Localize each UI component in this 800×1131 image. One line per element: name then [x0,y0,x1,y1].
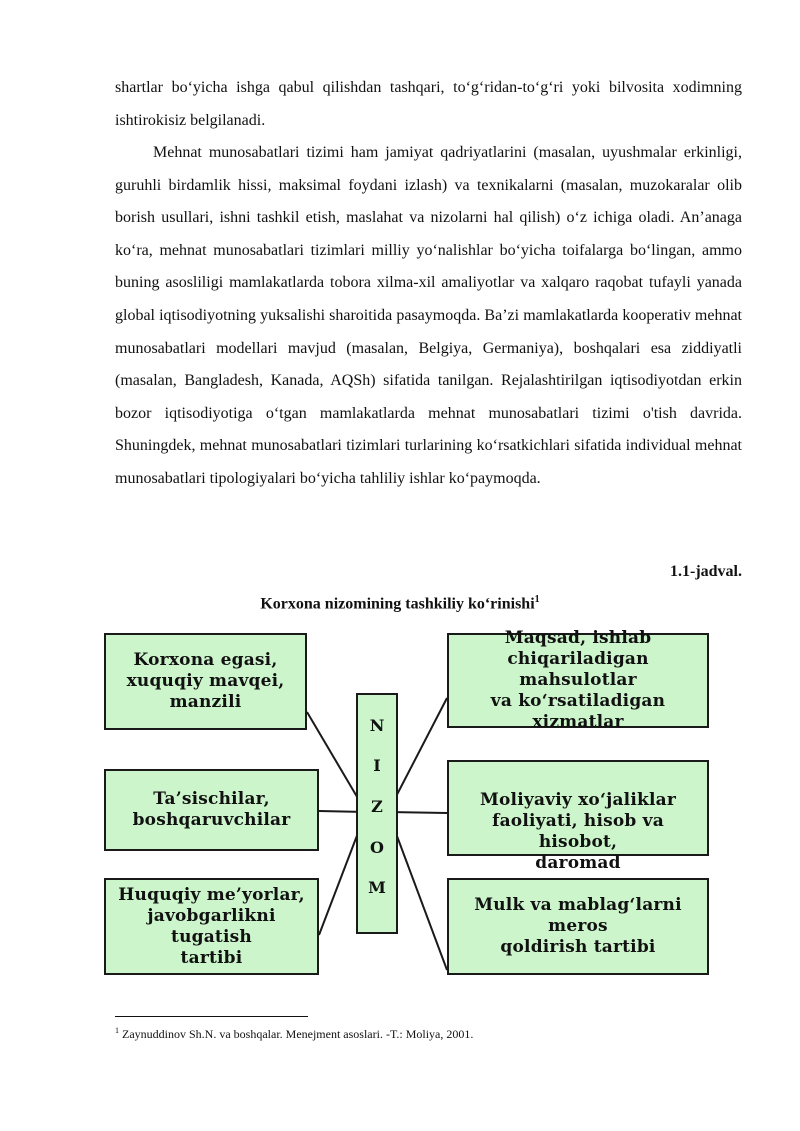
nizom-letter: I [373,756,381,776]
footnote-text: Zaynuddinov Sh.N. va boshqalar. Menejment asoslari. -T.: Moliya, 2001. [122,1027,474,1041]
figure-caption [0,594,800,613]
box-label: Moliyaviy xo‘jaliklar faoliyati, hisob va hisobot, daromad [480,790,676,873]
table-label: 1.1-jadval. [670,563,742,580]
nizom-letter: M [368,878,386,898]
caption-footnote-mark: 1 [534,594,540,605]
nizom-letter: O [370,837,384,857]
box-maqsad [447,628,709,732]
box-huquqiy-meyorlar [104,878,319,975]
footnote [115,1024,473,1041]
paragraph-1: shartlar bo‘yicha ishga qabul qilishdan tashqari, to‘g‘ridan-to‘g‘ri yoki bilvosita xodimning ishtirokisiz belgilanadi. [115,79,742,129]
nizom-center-box [356,693,398,934]
box-moliyaviy-faoliyat [447,760,709,873]
box-tasischilar [104,769,319,851]
nizom-letter: Z [371,796,383,816]
footnote-mark: 1 [115,1026,119,1035]
box-label: Maqsad, ishlab chiqariladigan mahsulotlar va ko‘rsatiladigan xizmatlar [490,628,666,732]
footnote-divider [115,1016,308,1017]
paragraph-2: Mehnat munosabatlari tizimi ham jamiyat qadriyatlarini (masalan, uyushmalar erkinligi, guruhli birdamlik hissi, maksimal foydani izlash) va texnikalarni (masalan, muzokaralar olib borish usullari, ishni tashkil etish, maslahat va nizolarni hal qilish) o‘z ichiga oladi. An’anaga ko‘ra, mehnat munosabatlari tizimlari milliy yo‘nalishlar bo‘yicha toifalarga bo‘lingan, ammo buning asosliligi mamlakatlarda tobora xilma-xil amaliyotlar va xalqaro raqobat tufayli yanada global iqtisodiyotning yuksalishi sharoitida pasaymoqda. Ba’zi mamlakatlarda kooperativ mehnat munosabatlari modellari mavjud (masalan, Belgiya, Germaniya), boshqalari esa ziddiyatli (masalan, Bangladesh, Kanada, AQSh) sifatida tanilgan. Rejalashtirilgan iqtisodiyotdan erkin bozor iqtisodiyotiga o‘tgan mamlakatlarda mehnat munosabatlari tizimi o'tish davrida. Shuningdek, mehnat munosabatlari tizimlari turlarining ko‘rsatkichlari sifatida individual mehnat munosabatlari tipologiyalari bo‘yicha tahliliy ishlar ko‘paymoqda. [115,144,742,487]
box-korxona-egasi [104,633,307,730]
box-label: Mulk va mablag‘larni meros qoldirish tartibi [474,895,682,957]
box-label: Huquqiy me’yorlar, javobgarlikni tugatish tartibi [118,884,305,968]
box-mulk-meros [447,878,709,975]
box-label: Korxona egasi, xuquqiy mavqei, manzili [126,650,285,712]
caption-text: Korxona nizomining tashkiliy ko‘rinishi [260,595,535,613]
nizom-letter: N [369,715,385,735]
box-label: Ta’sischilar, boshqaruvchilar [132,789,291,830]
